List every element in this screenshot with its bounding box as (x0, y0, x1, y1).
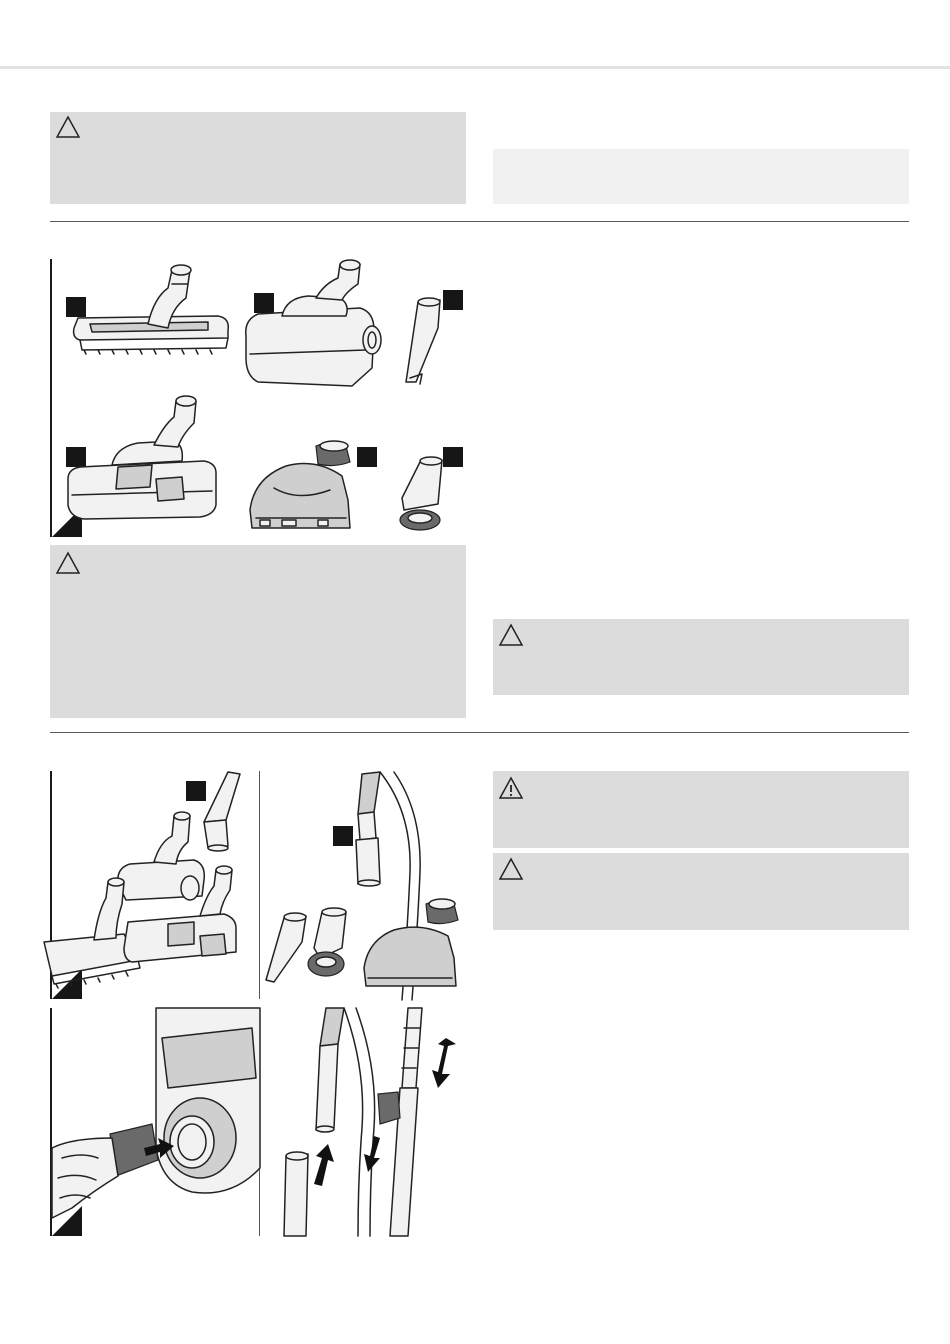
caution-triangle-icon (498, 857, 524, 881)
hose-connection-illustration (52, 1008, 260, 1236)
crevice-tool-illustration (398, 298, 448, 388)
caution-box-3 (493, 619, 909, 695)
accessories-to-handle-illustration (262, 772, 472, 1000)
caution-triangle-icon (498, 623, 524, 647)
turbo-brush-illustration (242, 258, 382, 393)
warning-box-1 (493, 771, 909, 848)
section-divider-2 (50, 732, 909, 733)
nozzle-to-wand-illustration (44, 772, 259, 1002)
mini-turbo-brush-illustration (246, 438, 356, 538)
figure-bar (50, 259, 52, 537)
caution-triangle-icon (55, 551, 81, 575)
caution-box-4 (493, 853, 909, 930)
note-box-1 (493, 149, 909, 204)
caution-triangle-icon (55, 115, 81, 139)
parquet-nozzle-illustration (68, 258, 238, 388)
dusting-brush-illustration (398, 458, 448, 538)
telescopic-tube-illustration (262, 1008, 472, 1236)
warning-exclamation-triangle-icon (498, 776, 524, 800)
section-divider-1 (50, 221, 909, 222)
figure-separator (259, 771, 260, 999)
caution-box-2 (50, 545, 466, 718)
item-marker (357, 447, 377, 467)
floor-nozzle-illustration (64, 395, 234, 535)
header-rule (0, 66, 950, 69)
caution-box-1 (50, 112, 466, 204)
